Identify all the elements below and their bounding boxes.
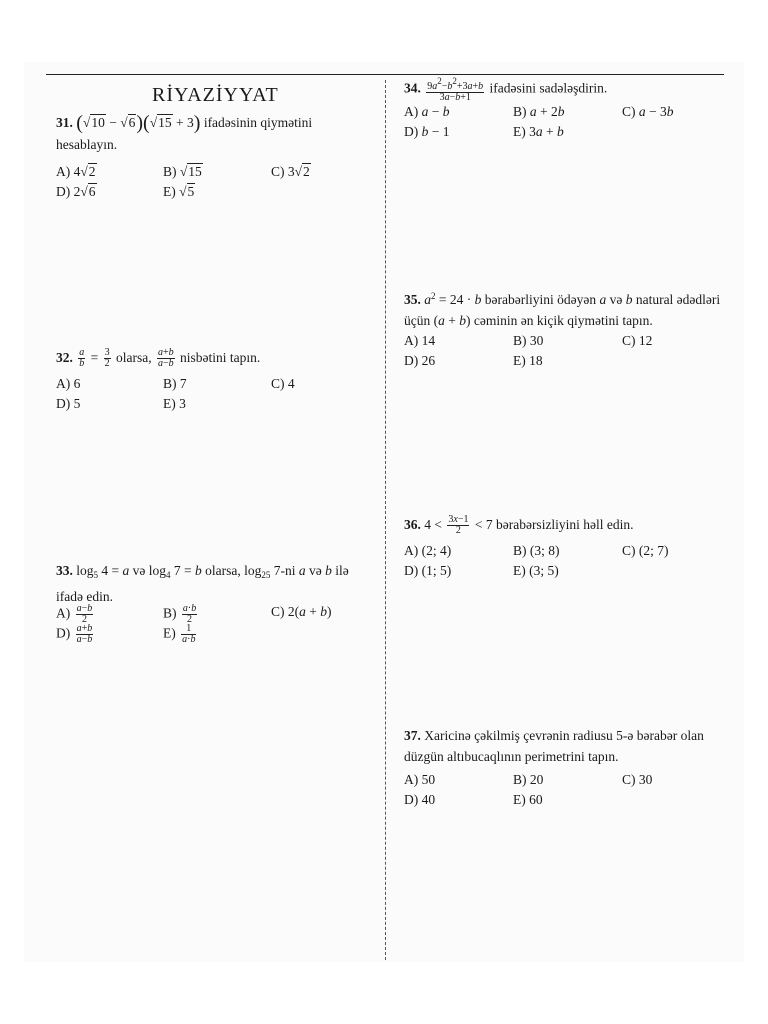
page-title: RİYAZİYYAT	[152, 84, 279, 106]
option-a[interactable]: A) (2; 4)	[404, 543, 452, 558]
option-b[interactable]: B) 30	[513, 333, 544, 348]
option-b[interactable]: B) $\frac{a\cdot b}{2}$	[163, 603, 197, 625]
option-b[interactable]: B) √15	[163, 164, 202, 179]
question-text: Xaricinə çəkilmiş çevrənin radiusu 5-ə bərabər olan	[424, 728, 704, 743]
option-c[interactable]: C) 2(a + b)	[271, 604, 332, 619]
option-d[interactable]: D) b − 1	[404, 124, 450, 139]
option-c[interactable]: C) 30	[622, 772, 653, 787]
option-a[interactable]: A) a − b	[404, 104, 450, 119]
option-c[interactable]: C) 4	[271, 376, 295, 391]
question-number: 36.	[404, 517, 421, 532]
question-number: 33.	[56, 563, 73, 578]
question-31: 31. (√10 − √6)(√15 + 3) ifadəsinin qiymətini hesablayın.	[56, 112, 313, 152]
header-rule	[46, 74, 724, 75]
option-c[interactable]: C) 3√2	[271, 164, 310, 179]
option-e[interactable]: E) $\frac{1}{a\cdot b}$	[163, 623, 196, 645]
question-number: 34.	[404, 80, 421, 96]
option-a[interactable]: A) $\frac{a-b}{2}$	[56, 603, 93, 625]
option-b[interactable]: B) 7	[163, 376, 187, 391]
question-text: bərabərsizliyini həll edin.	[495, 517, 634, 532]
question-text: ifadəsini sadələşdirin.	[489, 80, 608, 96]
question-text: ifadə edin.	[56, 589, 113, 604]
question-number: 32.	[56, 350, 73, 365]
question-37	[404, 725, 704, 767]
column-divider	[385, 80, 386, 960]
option-b[interactable]: B) a + 2b	[513, 104, 565, 119]
option-e[interactable]: E) 3	[163, 396, 186, 411]
option-c[interactable]: C) (2; 7)	[622, 543, 669, 558]
question-32: 32. $\frac{a}{b}$ = $\frac{3}{2}$ olarsa, $\frac{a+b}{a-b}$ nisbətini tapın.	[56, 347, 261, 370]
option-d[interactable]: D) 2√6	[56, 184, 96, 199]
option-d[interactable]: D) (1; 5)	[404, 563, 452, 578]
option-a[interactable]: A) 4√2	[56, 164, 96, 179]
option-e[interactable]: E) (3; 5)	[513, 563, 559, 578]
option-c[interactable]: C) a − 3b	[622, 104, 674, 119]
option-c[interactable]: C) 12	[622, 333, 653, 348]
question-text: ifadəsinin qiymətini	[203, 115, 313, 130]
option-a[interactable]: A) 14	[404, 333, 436, 348]
question-number: 35.	[404, 292, 421, 307]
option-b[interactable]: B) 20	[513, 772, 544, 787]
question-number: 37.	[404, 728, 421, 743]
option-b[interactable]: B) (3; 8)	[513, 543, 560, 558]
option-e[interactable]: E) 3a + b	[513, 124, 564, 139]
option-d[interactable]: D) $\frac{a+b}{a-b}$	[56, 623, 93, 645]
option-e[interactable]: E) 18	[513, 353, 543, 368]
option-d[interactable]: D) 5	[56, 396, 81, 411]
question-34: 34. $\frac{9a2-b2+3a+b}{3a-b+1}$ ifadəsini sadələşdirin.	[404, 76, 608, 103]
question-number: 31.	[56, 115, 73, 130]
question-36: 36. 4 < $\frac{3x-1}{2}$ < 7 bərabərsizliyini həll edin.	[404, 514, 634, 537]
question-text: hesablayın.	[56, 137, 118, 152]
option-d[interactable]: D) 40	[404, 792, 436, 807]
question-text: düzgün altıbucaqlının perimetrini tapın.	[404, 749, 619, 764]
question-text: olarsa,	[116, 350, 152, 365]
question-text: nisbətini tapın.	[180, 350, 261, 365]
question-35: 35. $a^2 = 24 \cdot b$ bərabərliyini ödəyən a və b natural ədədləri üçün (a + b) cəminin ən kiçik qiymətini tapın.	[404, 291, 721, 328]
option-a[interactable]: A) 6	[56, 376, 81, 391]
option-e[interactable]: E) 60	[513, 792, 543, 807]
option-e[interactable]: E) √5	[163, 184, 195, 199]
option-a[interactable]: A) 50	[404, 772, 436, 787]
exam-page	[24, 62, 744, 962]
question-33: 33. $\log_5 4 = a$ və $\log_4 7 = b$ olarsa, $\log_{25} 7-ni$ a və b ilə ifadə edin.	[56, 563, 349, 604]
option-d[interactable]: D) 26	[404, 353, 436, 368]
